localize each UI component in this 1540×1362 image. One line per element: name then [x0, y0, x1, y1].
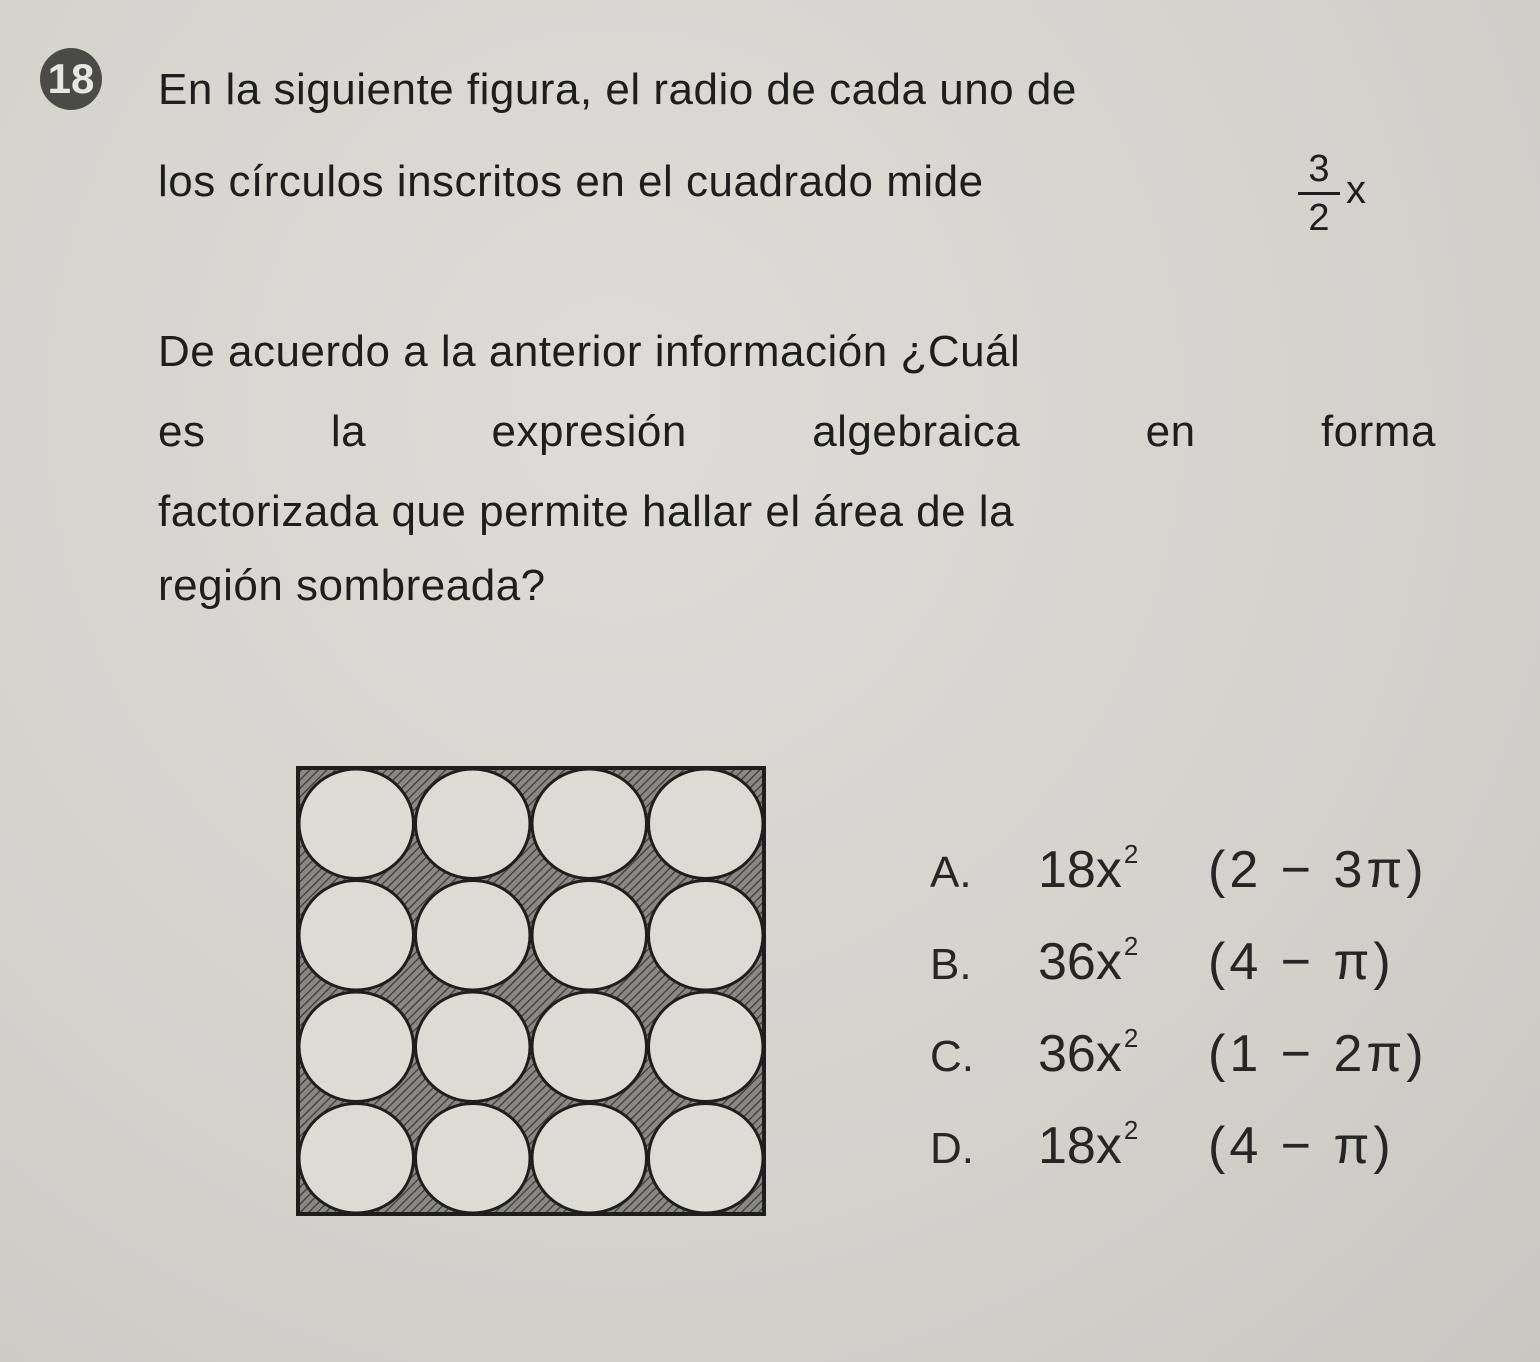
- question-word-4: algebraica: [812, 407, 1021, 456]
- statement-line-1: En la siguiente figura, el radio de cada uno de: [158, 65, 1077, 114]
- question-number-badge: [40, 48, 102, 110]
- inscribed-circle: [299, 1104, 414, 1214]
- question-line-2: [158, 407, 1436, 456]
- option-a-coefficient: $18x^2$: [1038, 838, 1139, 899]
- statement-line-2: los círculos inscritos en el cuadrado mide: [158, 157, 984, 206]
- option-c[interactable]: [930, 1024, 1428, 1084]
- option-d-letter: D.: [930, 1124, 974, 1173]
- question-number: 18: [47, 55, 95, 102]
- inscribed-circle: [416, 881, 531, 991]
- inscribed-circle: [649, 769, 764, 879]
- option-a-letter: A.: [930, 848, 972, 897]
- question-line-3: factorizada que permite hallar el área de la: [158, 487, 1015, 536]
- question-word-1: es: [158, 407, 206, 456]
- figure-svg: [296, 766, 770, 1220]
- option-b-factor: (4 − π): [1208, 933, 1395, 991]
- option-a-factor: (2 − 3π): [1208, 841, 1428, 899]
- question-word-5: en: [1145, 407, 1196, 456]
- option-c-factor: (1 − 2π): [1208, 1025, 1428, 1083]
- question-line-1: De acuerdo a la anterior información ¿Cuál: [158, 327, 1021, 376]
- option-b-letter: B.: [930, 940, 972, 989]
- inscribed-circle: [299, 769, 414, 879]
- inscribed-circle: [649, 881, 764, 991]
- option-d-coefficient: $18x^2$: [1038, 1114, 1139, 1175]
- inscribed-circle: [299, 881, 414, 991]
- inscribed-circle: [532, 881, 647, 991]
- option-c-coefficient: $36x^2$: [1038, 1022, 1139, 1083]
- option-d[interactable]: [930, 1116, 1395, 1176]
- question-word-2: la: [330, 407, 367, 456]
- radius-fraction: [1298, 150, 1340, 237]
- inscribed-circle: [649, 992, 764, 1102]
- option-c-letter: C.: [930, 1032, 974, 1081]
- option-a[interactable]: [930, 840, 1428, 900]
- option-b[interactable]: [930, 932, 1395, 992]
- question-word-6: forma: [1320, 407, 1436, 456]
- inscribed-circle: [299, 992, 414, 1102]
- inscribed-circle: [649, 1104, 764, 1214]
- square-circles-figure: [296, 766, 770, 1225]
- inscribed-circle: [416, 1104, 531, 1214]
- option-d-factor: (4 − π): [1208, 1117, 1395, 1175]
- inscribed-circle: [416, 992, 531, 1102]
- fraction-denominator: 2: [1308, 197, 1330, 239]
- inscribed-circle: [532, 1104, 647, 1214]
- inscribed-circle: [416, 769, 531, 879]
- option-b-coefficient: $36x^2$: [1038, 930, 1139, 991]
- fraction-numerator: 3: [1308, 148, 1330, 190]
- inscribed-circle: [532, 992, 647, 1102]
- inscribed-circle: [532, 769, 647, 879]
- question-line-4: región sombreada?: [158, 561, 546, 610]
- radius-variable: x: [1346, 168, 1366, 212]
- question-word-3: expresión: [491, 407, 687, 456]
